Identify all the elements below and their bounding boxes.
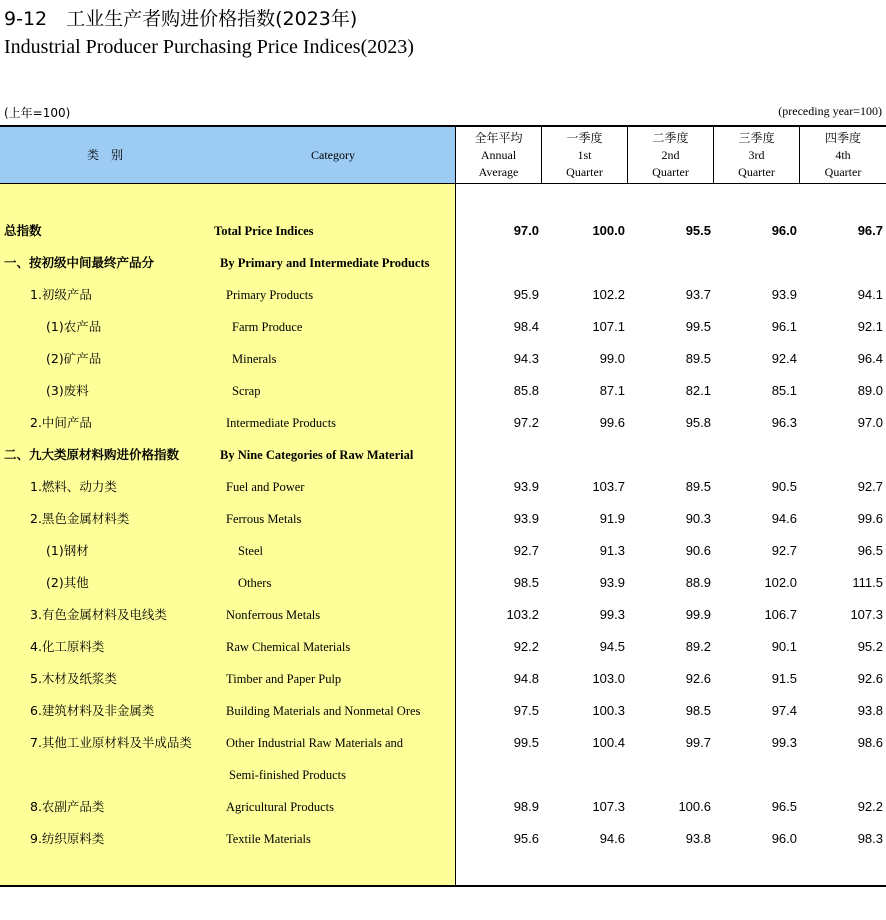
table-row (0, 215, 886, 247)
value-cell: 102.2 (592, 287, 625, 302)
value-cell: 98.3 (857, 831, 883, 846)
row-label-cn: 总指数 (4, 223, 42, 238)
value-cell: 89.2 (685, 639, 711, 654)
value-cell: 91.3 (599, 543, 625, 558)
value-cell: 99.9 (685, 607, 711, 622)
value-cell: 93.9 (513, 511, 539, 526)
value-cell: 93.7 (685, 287, 711, 302)
value-cell: 96.0 (771, 831, 797, 846)
row-label-en: Scrap (232, 384, 261, 398)
value-cell: 98.6 (857, 735, 883, 750)
value-cell: 93.8 (685, 831, 711, 846)
value-cell: 91.5 (771, 671, 797, 686)
value-cell: 87.1 (599, 383, 625, 398)
value-cell: 107.3 (850, 607, 883, 622)
value-cell: 94.5 (599, 639, 625, 654)
value-cell: 92.4 (771, 351, 797, 366)
value-cell: 99.3 (599, 607, 625, 622)
value-cell: 94.3 (513, 351, 539, 366)
value-cell: 99.3 (771, 735, 797, 750)
row-label-en: By Nine Categories of Raw Material (220, 448, 414, 462)
header-rule (0, 183, 886, 184)
value-cell: 107.3 (592, 799, 625, 814)
unit-note-en: (preceding year=100) (778, 104, 882, 118)
table-row (0, 279, 886, 311)
table-row (0, 663, 886, 695)
value-cell: 95.6 (513, 831, 539, 846)
value-cell: 97.5 (513, 703, 539, 718)
value-cell: 103.0 (592, 671, 625, 686)
value-cell: 99.0 (599, 351, 625, 366)
value-cell: 98.4 (513, 319, 539, 334)
row-label-cn: 6.建筑材料及非金属类 (30, 703, 155, 718)
row-label-en: Building Materials and Nonmetal Ores (226, 704, 421, 718)
value-cell: 94.6 (771, 511, 797, 526)
header-annual-average: 全年平均 Annual Average (474, 130, 523, 179)
header-q2: 二季度 2nd Quarter (652, 130, 689, 179)
value-cell: 102.0 (764, 575, 797, 590)
value-cell: 90.6 (685, 543, 711, 558)
table-row (0, 375, 886, 407)
value-cell: 90.3 (685, 511, 711, 526)
row-label-en: Minerals (232, 352, 277, 366)
value-cell: 98.9 (513, 799, 539, 814)
row-label-en: Nonferrous Metals (226, 608, 321, 622)
table-row (0, 695, 886, 727)
value-cell: 92.7 (771, 543, 797, 558)
value-cell: 97.4 (771, 703, 797, 718)
row-label-en: Textile Materials (226, 832, 311, 846)
value-cell: 100.0 (592, 223, 625, 238)
value-cell: 96.0 (771, 223, 797, 238)
value-cell: 99.6 (599, 415, 625, 430)
header-q3: 三季度 3rd Quarter (738, 130, 775, 179)
value-cell: 96.4 (857, 351, 883, 366)
row-label-cn: 一、按初级中间最终产品分 (4, 255, 155, 270)
row-label-cn: 4.化工原料类 (30, 639, 105, 654)
row-label-cn: (2)其他 (46, 575, 89, 590)
value-cell: 92.2 (857, 799, 883, 814)
row-label-cn: 8.农副产品类 (30, 799, 105, 814)
value-cell: 106.7 (764, 607, 797, 622)
row-label-cn: (1)钢材 (46, 543, 89, 558)
value-cell: 100.6 (678, 799, 711, 814)
page-title-en: Industrial Producer Purchasing Price Indices(2023) (4, 36, 414, 58)
value-cell: 98.5 (513, 575, 539, 590)
value-cell: 92.2 (513, 639, 539, 654)
value-cell: 99.5 (685, 319, 711, 334)
value-cell: 95.9 (513, 287, 539, 302)
table-row (0, 471, 886, 503)
row-label-en: Intermediate Products (226, 416, 337, 430)
table-row (0, 311, 886, 343)
header-q4: 四季度 4th Quarter (824, 130, 862, 179)
table-row (0, 823, 886, 855)
value-cell: 96.5 (857, 543, 883, 558)
value-cell: 92.6 (857, 671, 883, 686)
row-label-en: Semi-finished Products (229, 768, 347, 782)
page-title-cn: 9-12 工业生产者购进价格指数(2023年) (4, 8, 358, 30)
value-cell: 99.6 (857, 511, 883, 526)
row-label-cn: 1.初级产品 (30, 287, 92, 302)
value-cell: 82.1 (685, 383, 711, 398)
table-row (0, 247, 886, 279)
row-label-cn: (3)废料 (46, 383, 89, 398)
value-cell: 89.0 (857, 383, 883, 398)
value-cell: 111.5 (852, 575, 883, 590)
value-cell: 92.7 (513, 543, 539, 558)
bottom-rule (0, 885, 886, 887)
table-row (0, 567, 886, 599)
row-label-cn: 2.中间产品 (30, 415, 92, 430)
value-cell: 103.2 (506, 607, 539, 622)
value-cell: 94.6 (599, 831, 625, 846)
row-label-en: By Primary and Intermediate Products (220, 256, 430, 270)
value-cell: 85.1 (771, 383, 797, 398)
value-cell: 89.5 (685, 351, 711, 366)
value-cell: 94.1 (857, 287, 883, 302)
table-row (0, 439, 886, 471)
value-cell: 96.5 (771, 799, 797, 814)
value-cell: 90.1 (771, 639, 797, 654)
table-row (0, 759, 886, 791)
row-label-cn: 7.其他工业原材料及半成品类 (30, 735, 192, 750)
value-cell: 92.1 (857, 319, 883, 334)
row-label-en: Agricultural Products (226, 800, 334, 814)
value-cell: 99.7 (685, 735, 711, 750)
value-cell: 97.0 (857, 415, 883, 430)
value-cell: 91.9 (599, 511, 625, 526)
value-cell: 96.3 (771, 415, 797, 430)
row-label-en: Total Price Indices (214, 224, 314, 238)
row-label-en: Fuel and Power (226, 480, 305, 494)
value-cell: 96.7 (857, 223, 883, 238)
header-category-en: Category (311, 147, 355, 162)
row-label-cn: 5.木材及纸浆类 (30, 671, 117, 686)
value-cell: 93.9 (771, 287, 797, 302)
value-cell: 92.6 (685, 671, 711, 686)
value-cell: 107.1 (592, 319, 625, 334)
row-label-cn: 3.有色金属材料及电线类 (30, 607, 167, 622)
value-cell: 100.3 (592, 703, 625, 718)
row-label-cn: (1)农产品 (46, 319, 102, 334)
table-row (0, 503, 886, 535)
table-row (0, 407, 886, 439)
value-cell: 99.5 (513, 735, 539, 750)
header-q1: 一季度 1st Quarter (566, 130, 603, 179)
value-cell: 103.7 (592, 479, 625, 494)
row-label-en: Others (238, 576, 272, 590)
table-row (0, 535, 886, 567)
value-cell: 96.1 (771, 319, 797, 334)
row-label-cn: 2.黑色金属材料类 (30, 511, 130, 526)
value-cell: 97.0 (513, 223, 539, 238)
table-row (0, 631, 886, 663)
row-label-cn: (2)矿产品 (46, 351, 102, 366)
value-cell: 85.8 (513, 383, 539, 398)
value-cell: 93.8 (857, 703, 883, 718)
value-cell: 97.2 (513, 415, 539, 430)
table-row (0, 727, 886, 759)
value-cell: 94.8 (513, 671, 539, 686)
value-cell: 88.9 (685, 575, 711, 590)
value-cell: 93.9 (599, 575, 625, 590)
row-label-en: Farm Produce (232, 320, 303, 334)
table-row (0, 343, 886, 375)
header-category-cn: 类 别 (86, 147, 123, 162)
value-cell: 90.5 (771, 479, 797, 494)
value-cell: 93.9 (513, 479, 539, 494)
row-label-cn: 9.纺织原料类 (30, 831, 105, 846)
value-cell: 95.8 (685, 415, 711, 430)
row-label-cn: 1.燃料、动力类 (30, 479, 117, 494)
row-label-en: Primary Products (226, 288, 314, 302)
value-cell: 89.5 (685, 479, 711, 494)
row-label-en: Raw Chemical Materials (226, 640, 351, 654)
value-cell: 100.4 (592, 735, 625, 750)
row-label-en: Timber and Paper Pulp (226, 672, 342, 686)
row-label-cn: 二、九大类原材料购进价格指数 (4, 447, 180, 462)
table-row (0, 791, 886, 823)
value-cell: 95.5 (685, 223, 711, 238)
value-cell: 95.2 (857, 639, 883, 654)
row-label-en: Other Industrial Raw Materials and (226, 736, 404, 750)
value-cell: 92.7 (857, 479, 883, 494)
table-row (0, 599, 886, 631)
unit-note-cn: (上年=100) (4, 106, 71, 120)
row-label-en: Steel (238, 544, 263, 558)
value-cell: 98.5 (685, 703, 711, 718)
row-label-en: Ferrous Metals (226, 512, 302, 526)
